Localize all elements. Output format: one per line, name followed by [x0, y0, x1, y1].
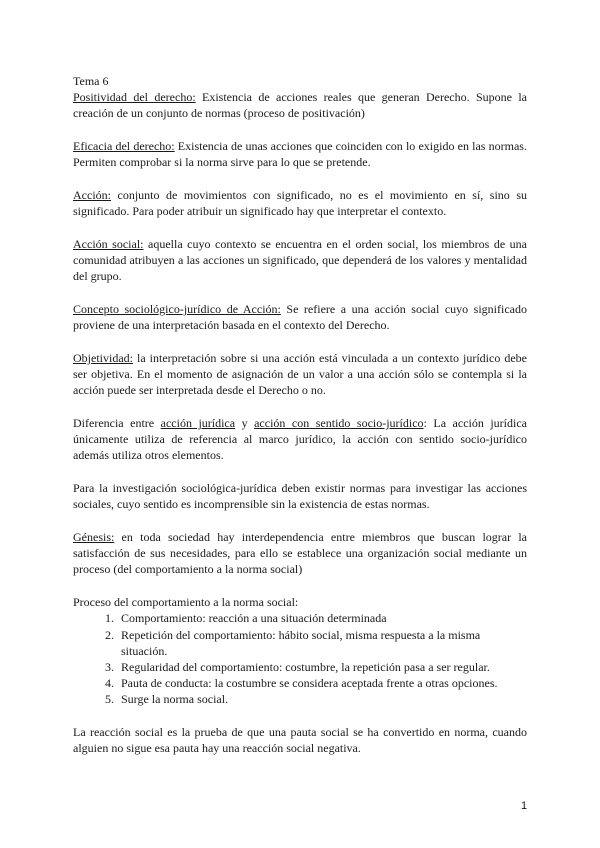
list-item: 2. Repetición del comportamiento: hábito social, misma respuesta a la misma situación.	[117, 627, 527, 659]
list-item: 1. Comportamiento: reacción a una situación determinada	[117, 610, 527, 626]
term-objetividad: Objetividad:	[73, 350, 133, 365]
paragraph-positividad	[73, 89, 527, 121]
text-eficacia: Existencia de unas acciones que coinciden con lo exigido en las normas. Permiten comprobar si la norma sirve para lo que se pretende.	[73, 139, 527, 170]
text-genesis: en toda sociedad hay interdependencia entre miembros que buscan lograr la satisfacción de sus necesidades, para ello se establece una organización social mediante un proceso (del comportamiento a la norma social)	[73, 530, 527, 577]
paragraph-concepto	[73, 301, 527, 333]
text-accion: conjunto de movimientos con significado, no es el movimiento en sí, sino su significado. Para poder atribuir un significado hay que interpretar el contexto.	[73, 188, 527, 219]
list-item: 5. Surge la norma social.	[117, 691, 527, 707]
text-positividad: Existencia de acciones reales que generan Derecho. Supone la creación de un conjunto de normas (proceso de positivación)	[73, 90, 527, 121]
paragraph-conclusion: La reacción social es la prueba de que una pauta social se ha convertido en norma, cuando alguien no sigue esa pauta hay una reacción social negativa.	[73, 725, 527, 756]
term-concepto: Concepto sociológico-jurídico de Acción:	[73, 302, 281, 317]
list-item: 4. Pauta de conducta: la costumbre se considera aceptada frente a otras opciones.	[117, 675, 527, 691]
text-accion-social: aquella cuyo contexto se encuentra en el orden social, los miembros de una comunidad atribuyen a las acciones un significado, que dependerá de los valores y mentalidad del grupo.	[73, 236, 528, 284]
document-title: Tema 6	[73, 74, 109, 88]
paragraph-accion-social	[73, 236, 527, 285]
paragraph-investigacion: Para la investigación sociológica-jurídica deben existir normas para investigar las acciones sociales, cuyo sentido es incomprensible sin la existencia de estas normas.	[73, 481, 527, 512]
text-diferencia-mid: y	[235, 416, 255, 431]
page-number: 1	[521, 800, 528, 812]
proceso-list	[73, 610, 527, 707]
paragraph-objetividad	[73, 350, 527, 399]
term-accion-socio-juridica: acción con sentido socio-jurídico	[254, 416, 424, 431]
paragraph-accion	[73, 187, 527, 219]
paragraph-genesis	[73, 529, 527, 578]
text-diferencia-post: : La acción jurídica únicamente utiliza de referencia al marco jurídico, la acción con sentido socio-jurídico además utiliza otros elementos.	[73, 416, 527, 463]
term-accion: Acción:	[73, 188, 111, 203]
document-page	[73, 73, 527, 757]
term-eficacia: Eficacia del derecho:	[73, 139, 175, 154]
term-accion-social: Acción social:	[73, 236, 144, 251]
list-item: 3. Regularidad del comportamiento: costumbre, la repetición pasa a ser regular.	[117, 659, 527, 675]
paragraph-diferencia	[73, 415, 527, 464]
text-diferencia-pre: Diferencia entre	[73, 416, 161, 431]
paragraph-eficacia	[73, 138, 527, 170]
proceso-heading: Proceso del comportamiento a la norma social:	[73, 595, 299, 610]
term-positividad: Positividad del derecho:	[73, 90, 196, 105]
term-accion-juridica: acción jurídica	[160, 416, 236, 431]
term-genesis: Génesis:	[73, 530, 115, 545]
text-concepto: Se refiere a una acción social cuyo significado proviene de una interpretación basada en el contexto del Derecho.	[73, 302, 527, 333]
text-objetividad: la interpretación sobre si una acción está vinculada a un contexto jurídico debe ser objetiva. En el momento de asignación de un valor a una acción sólo se contempla si la acción puede ser interpretada desde el Derecho o no.	[73, 350, 527, 398]
